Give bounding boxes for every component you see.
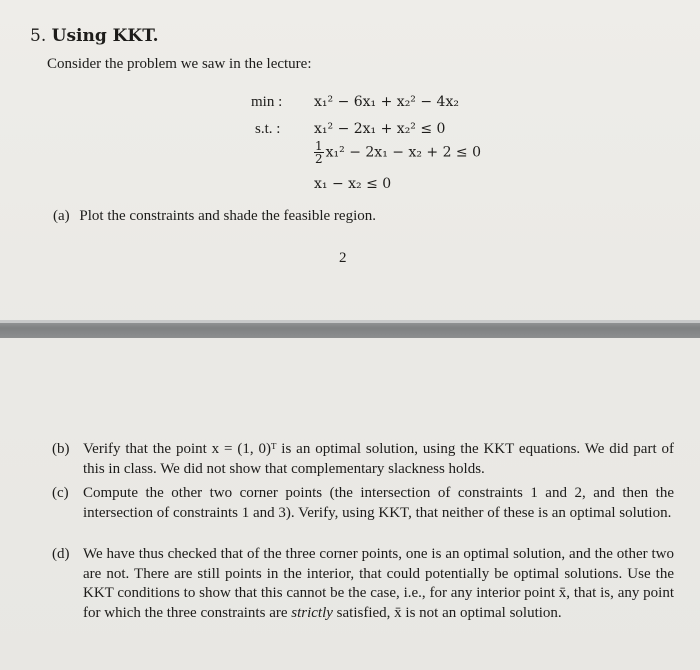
part-b: [52, 440, 674, 479]
part-c: [52, 484, 674, 523]
constraint-2: [314, 140, 481, 165]
problem-intro: Consider the problem we saw in the lecture:: [47, 56, 312, 72]
part-a-label: (a): [53, 208, 70, 224]
st-label: s.t. :: [255, 121, 281, 137]
part-d-text-1: We have thus checked that of the three corner points, one is an optimal solution, and the other two are not. There are still points in the interior, that could potentially be optimal solutions. Use the KKT conditions to show that this cannot be the case, i.e., for any interior point x̄, that is, any point for which the three constraints are: [83, 546, 674, 621]
part-d: [52, 545, 674, 623]
page-number: 2: [339, 250, 347, 266]
constraint-1: x₁² − 2x₁ + x₂² ≤ 0: [314, 121, 446, 137]
part-d-text-2: satisfied, x̄ is not an optimal solution.: [332, 604, 562, 621]
constraint-3: x₁ − x₂ ≤ 0: [314, 176, 392, 192]
problem-number: 5.: [30, 26, 47, 46]
part-b-text: Verify that the point x = (1, 0)ᵀ is an optimal solution, using the KKT equations. We did part of this in class. We did not show that complementary slackness holds.: [83, 441, 674, 477]
constraint-2-fraction: $\frac{1}{2}$: [315, 139, 323, 166]
problem-title: Using KKT.: [51, 26, 159, 46]
part-c-label: (c): [52, 485, 69, 501]
part-a-text: Plot the constraints and shade the feasible region.: [79, 208, 376, 224]
problem-heading: [30, 26, 159, 46]
page-gap: [0, 338, 700, 438]
constraint-2-rest: x₁² − 2x₁ − x₂ + 2 ≤ 0: [325, 144, 482, 161]
page-break-divider: [0, 320, 700, 338]
objective-function: x₁² − 6x₁ + x₂² − 4x₂: [314, 94, 459, 110]
part-d-body: [83, 545, 674, 623]
part-d-emphasis: strictly: [291, 604, 333, 621]
part-d-label: (d): [52, 546, 70, 562]
part-b-label: (b): [52, 441, 70, 457]
part-c-text: Compute the other two corner points (the intersection of constraints 1 and 2, and then the intersection of constraints 1 and 3). Verify, using KKT, that neither of these is an optimal solution.: [83, 485, 674, 521]
part-a: [53, 208, 376, 225]
min-label: min :: [251, 94, 283, 110]
